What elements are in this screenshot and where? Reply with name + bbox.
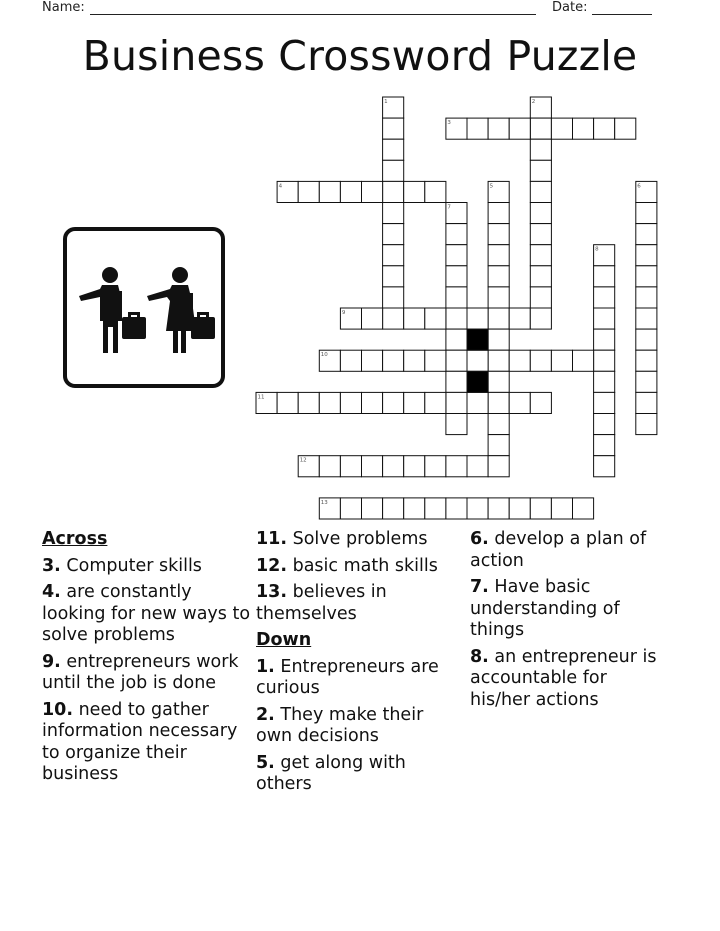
crossword-cell[interactable] xyxy=(594,308,615,329)
cell-number: 6 xyxy=(637,183,641,190)
crossword-cell[interactable] xyxy=(340,456,361,477)
date-label: Date: xyxy=(552,0,588,15)
crossword-cell[interactable] xyxy=(446,266,467,287)
crossword-cell[interactable] xyxy=(573,350,594,371)
crossword-cell[interactable] xyxy=(573,498,594,519)
cell-number: 2 xyxy=(531,99,536,105)
crossword-cell[interactable] xyxy=(594,456,615,477)
crossword-cell[interactable] xyxy=(488,224,509,245)
crossword-cell[interactable] xyxy=(530,308,551,329)
crossword-cell[interactable] xyxy=(636,371,657,392)
crossword-cell[interactable] xyxy=(362,308,383,329)
crossword-cell[interactable] xyxy=(362,181,383,202)
crossword-cell[interactable] xyxy=(636,392,657,413)
cell-number: 9 xyxy=(341,310,346,316)
crossword-cell[interactable] xyxy=(383,160,404,181)
crossword-cell[interactable] xyxy=(446,329,467,350)
cell-number: 7 xyxy=(447,204,451,211)
clue-down-7: 7. Have basic understanding of things xyxy=(470,577,620,640)
crossword-cell[interactable] xyxy=(509,498,530,519)
crossword-cell[interactable] xyxy=(362,392,383,413)
crossword-cell[interactable] xyxy=(446,456,467,477)
crossword-cell[interactable] xyxy=(467,350,488,371)
clue-across-12: 12. basic math skills xyxy=(256,555,438,576)
crossword-cell[interactable] xyxy=(636,224,657,245)
crossword-cell[interactable] xyxy=(530,287,551,308)
crossword-cell[interactable] xyxy=(467,392,488,413)
crossword-cell[interactable] xyxy=(446,371,467,392)
crossword-cell[interactable] xyxy=(594,287,615,308)
crossword-cell[interactable] xyxy=(362,350,383,371)
crossword-cell[interactable] xyxy=(530,224,551,245)
crossword-cell[interactable] xyxy=(636,203,657,224)
crossword-cell[interactable] xyxy=(383,139,404,160)
crossword-cell[interactable] xyxy=(636,245,657,266)
crossword-cell[interactable] xyxy=(467,308,488,329)
crossword-cell[interactable] xyxy=(446,350,467,371)
crossword-cell[interactable] xyxy=(530,245,551,266)
crossword-cell[interactable] xyxy=(383,245,404,266)
clues-column-1 xyxy=(42,529,252,791)
crossword-cell[interactable] xyxy=(467,118,488,139)
clue-across-9: 9. entrepreneurs work until the job is done xyxy=(42,651,239,693)
cell-number: 13 xyxy=(320,499,328,506)
clue-down-8: 8. an entrepreneur is accountable for his/her actions xyxy=(470,646,657,710)
crossword-cell[interactable] xyxy=(594,371,615,392)
crossword-cell[interactable] xyxy=(594,435,615,456)
crossword-cell[interactable] xyxy=(404,350,425,371)
crossword-cell[interactable] xyxy=(383,308,404,329)
crossword-cell[interactable] xyxy=(404,308,425,329)
crossword-cell[interactable] xyxy=(530,160,551,181)
page-title: Business Crossword Puzzle xyxy=(82,32,638,80)
clue-down-6: 6. develop a plan of action xyxy=(470,529,647,571)
crossword-cell[interactable] xyxy=(488,266,509,287)
crossword-cell[interactable] xyxy=(509,392,530,413)
blocked-cell xyxy=(467,371,488,392)
crossword-cell[interactable] xyxy=(509,118,530,139)
crossword-cell[interactable] xyxy=(425,392,446,413)
crossword-cell[interactable] xyxy=(383,350,404,371)
crossword-cell[interactable] xyxy=(298,392,319,413)
crossword-cell[interactable] xyxy=(509,350,530,371)
cell-number: 11 xyxy=(257,394,265,401)
crossword-cell[interactable] xyxy=(530,181,551,202)
crossword-cell[interactable] xyxy=(530,498,551,519)
clue-down-5: 5. get along with others xyxy=(256,752,406,794)
down-heading: Down xyxy=(256,630,312,650)
crossword-cell[interactable] xyxy=(488,118,509,139)
crossword-cell[interactable] xyxy=(530,266,551,287)
crossword-cell[interactable] xyxy=(340,498,361,519)
crossword-cell[interactable] xyxy=(319,181,340,202)
crossword-cell[interactable] xyxy=(446,498,467,519)
crossword-cell[interactable] xyxy=(530,139,551,160)
crossword-cell[interactable] xyxy=(488,371,509,392)
crossword-cell[interactable] xyxy=(383,287,404,308)
crossword-cell[interactable] xyxy=(488,203,509,224)
crossword-cell[interactable] xyxy=(467,498,488,519)
crossword-cell[interactable] xyxy=(636,414,657,435)
crossword-cell[interactable] xyxy=(340,392,361,413)
clue-across-10: 10. need to gather information necessary to organize their business xyxy=(42,699,238,784)
crossword-cell[interactable] xyxy=(425,456,446,477)
name-label: Name: xyxy=(42,0,85,15)
crossword-cell[interactable] xyxy=(383,498,404,519)
crossword-cell[interactable] xyxy=(488,392,509,413)
blocked-cell xyxy=(467,329,488,350)
crossword-cell[interactable] xyxy=(383,181,404,202)
crossword-cell[interactable] xyxy=(594,392,615,413)
crossword-cell[interactable] xyxy=(530,350,551,371)
crossword-cell[interactable] xyxy=(362,456,383,477)
crossword-cell[interactable] xyxy=(551,498,572,519)
cell-number: 1 xyxy=(384,99,388,105)
clue-down-2: 2. They make their own decisions xyxy=(256,704,424,746)
crossword-cell[interactable] xyxy=(446,308,467,329)
crossword-cell[interactable] xyxy=(573,118,594,139)
crossword-cell[interactable] xyxy=(362,498,383,519)
crossword-cell[interactable] xyxy=(594,350,615,371)
crossword-cell[interactable] xyxy=(425,498,446,519)
crossword-cell[interactable] xyxy=(425,350,446,371)
clues-column-3 xyxy=(470,529,660,716)
crossword-cell[interactable] xyxy=(404,181,425,202)
crossword-cell[interactable] xyxy=(530,392,551,413)
crossword-cell[interactable] xyxy=(383,392,404,413)
cell-number: 4 xyxy=(278,183,283,190)
cell-number: 5 xyxy=(489,183,494,190)
cell-number: 10 xyxy=(320,352,328,359)
crossword-cell[interactable] xyxy=(488,435,509,456)
crossword-cell[interactable] xyxy=(404,498,425,519)
crossword-cell[interactable] xyxy=(636,308,657,329)
clue-across-4: 4. are constantly looking for new ways to solve problems xyxy=(42,582,251,645)
crossword-cell[interactable] xyxy=(467,456,488,477)
crossword-cell[interactable] xyxy=(340,350,361,371)
crossword-cell[interactable] xyxy=(530,118,551,139)
crossword-cell[interactable] xyxy=(319,392,340,413)
crossword-cell[interactable] xyxy=(383,456,404,477)
across-heading: Across xyxy=(42,529,108,549)
crossword-cell[interactable] xyxy=(488,456,509,477)
crossword-cell[interactable] xyxy=(404,392,425,413)
crossword-cell[interactable] xyxy=(615,118,636,139)
crossword-cell[interactable] xyxy=(636,287,657,308)
crossword-cell[interactable] xyxy=(446,245,467,266)
crossword-cell[interactable] xyxy=(594,414,615,435)
cell-number: 8 xyxy=(595,246,599,253)
crossword-cell[interactable] xyxy=(636,329,657,350)
crossword-cell[interactable] xyxy=(319,456,340,477)
crossword-cell[interactable] xyxy=(488,350,509,371)
crossword-cell[interactable] xyxy=(446,287,467,308)
crossword-cell[interactable] xyxy=(446,414,467,435)
crossword-cell[interactable] xyxy=(425,308,446,329)
clue-down-1: 1. Entrepreneurs are curious xyxy=(256,656,439,698)
crossword-cell[interactable] xyxy=(488,329,509,350)
crossword-cell[interactable] xyxy=(594,118,615,139)
crossword-cell[interactable] xyxy=(551,350,572,371)
crossword-cell[interactable] xyxy=(446,224,467,245)
clue-across-13: 13. believes in themselves xyxy=(256,582,387,624)
cell-number: 3 xyxy=(447,120,451,127)
clues-column-2 xyxy=(256,529,461,801)
crossword-cell[interactable] xyxy=(383,118,404,139)
crossword-cell[interactable] xyxy=(488,287,509,308)
crossword-cell[interactable] xyxy=(425,181,446,202)
crossword-cell[interactable] xyxy=(340,181,361,202)
crossword-cell[interactable] xyxy=(636,350,657,371)
crossword-cell[interactable] xyxy=(488,414,509,435)
crossword-cell[interactable] xyxy=(530,203,551,224)
cell-number: 12 xyxy=(299,457,307,464)
clue-across-3: 3. Computer skills xyxy=(42,555,202,576)
clue-across-11: 11. Solve problems xyxy=(256,529,428,549)
crossword-cell[interactable] xyxy=(298,181,319,202)
crossword-cell[interactable] xyxy=(594,329,615,350)
crossword-cell[interactable] xyxy=(404,456,425,477)
crossword-cell[interactable] xyxy=(594,266,615,287)
crossword-cell[interactable] xyxy=(488,498,509,519)
crossword-cell[interactable] xyxy=(446,392,467,413)
crossword-cell[interactable] xyxy=(551,118,572,139)
crossword-cell[interactable] xyxy=(383,224,404,245)
crossword-cell[interactable] xyxy=(383,203,404,224)
crossword-cell[interactable] xyxy=(277,392,298,413)
crossword-cell[interactable] xyxy=(383,266,404,287)
crossword-cell[interactable] xyxy=(636,266,657,287)
crossword-cell[interactable] xyxy=(488,245,509,266)
crossword-cell[interactable] xyxy=(509,308,530,329)
crossword-cell[interactable] xyxy=(488,308,509,329)
